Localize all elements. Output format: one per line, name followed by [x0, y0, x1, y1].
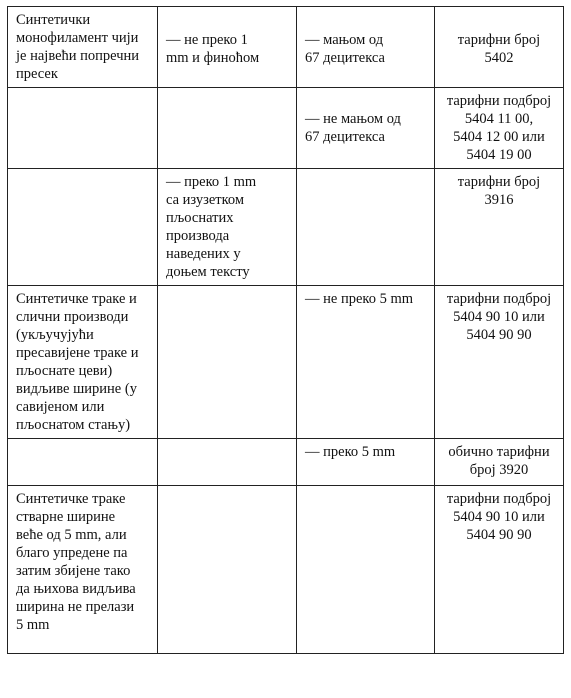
size-cell: [158, 486, 297, 654]
classification-line: 5404 90 10 или: [453, 309, 545, 325]
table-row: [8, 286, 564, 439]
description-cell: [8, 7, 158, 88]
classification-line: 3916: [484, 192, 514, 208]
description-cell: [8, 486, 158, 654]
size-line: mm и финоћом: [166, 50, 260, 66]
description-cell: [8, 286, 158, 439]
classification-cell: [435, 286, 564, 439]
classification-cell: [435, 7, 564, 88]
classification-cell: [435, 169, 564, 286]
fineness-line: — не мањом од: [305, 111, 401, 127]
description-line: савијеном или: [16, 399, 105, 415]
classification-line: 5404 90 90: [466, 527, 532, 543]
description-line: пљоснатом стању): [16, 417, 131, 433]
fineness-cell: [297, 439, 435, 486]
description-line: пресавијене траке и: [16, 345, 139, 361]
description-line: слични производи: [16, 309, 129, 325]
classification-cell: [435, 439, 564, 486]
fineness-line: — преко 5 mm: [305, 444, 396, 460]
classification-line: 5404 12 00 или: [453, 129, 545, 145]
fineness-cell: [297, 286, 435, 439]
description-line: Синтетичке траке и: [16, 291, 137, 307]
table-row: [8, 486, 564, 654]
description-line: је највећи попречни: [16, 48, 140, 64]
size-line: — не преко 1: [166, 32, 248, 48]
classification-line: обично тарифни: [448, 444, 550, 460]
table-row: [8, 169, 564, 286]
classification-line: 5404 19 00: [466, 147, 532, 163]
classification-line: тарифни број: [457, 32, 541, 48]
fineness-line: 67 децитекса: [305, 50, 385, 66]
classification-line: тарифни број: [457, 174, 541, 190]
classification-line: 5402: [484, 50, 514, 66]
fineness-cell: [297, 169, 435, 286]
description-cell: [8, 439, 158, 486]
description-line: да њихова видљива: [16, 581, 136, 597]
description-line: веће од 5 mm, али: [16, 527, 127, 543]
description-line: Синтетички: [16, 12, 91, 28]
description-line: стварне ширине: [16, 509, 116, 525]
classification-line: 5404 90 90: [466, 327, 532, 343]
description-line: благо упредене па: [16, 545, 128, 561]
size-cell: [158, 439, 297, 486]
classification-line: тарифни подброј: [446, 291, 552, 307]
classification-line: 5404 11 00,: [464, 111, 534, 127]
size-line: производа: [166, 228, 230, 244]
size-cell: [158, 7, 297, 88]
size-line: пљоснатих: [166, 210, 234, 226]
table-row: [8, 7, 564, 88]
fineness-line: — не преко 5 mm: [305, 291, 414, 307]
description-line: монофиламент чији: [16, 30, 139, 46]
size-cell: [158, 169, 297, 286]
tariff-classification-table: [7, 6, 564, 654]
fineness-cell: [297, 486, 435, 654]
classification-cell: [435, 486, 564, 654]
fineness-line: 67 децитекса: [305, 129, 385, 145]
description-line: затим збијене тако: [16, 563, 131, 579]
size-line: — преко 1 mm: [166, 174, 257, 190]
size-cell: [158, 88, 297, 169]
fineness-line: — мањом од: [305, 32, 384, 48]
table-row: [8, 439, 564, 486]
description-line: пресек: [16, 66, 58, 82]
size-cell: [158, 286, 297, 439]
description-line: 5 mm: [16, 617, 50, 633]
description-cell: [8, 88, 158, 169]
classification-line: број 3920: [469, 462, 529, 478]
size-line: наведених у: [166, 246, 241, 262]
description-line: видљиве ширине (у: [16, 381, 137, 397]
classification-cell: [435, 88, 564, 169]
fineness-cell: [297, 7, 435, 88]
size-line: са изузетком: [166, 192, 245, 208]
classification-line: тарифни подброј: [446, 93, 552, 109]
description-line: пљоснате цеви): [16, 363, 113, 379]
table-row: [8, 88, 564, 169]
description-line: Синтетичке траке: [16, 491, 126, 507]
size-line: доњем тексту: [166, 264, 250, 280]
classification-line: тарифни подброј: [446, 491, 552, 507]
fineness-cell: [297, 88, 435, 169]
classification-line: 5404 90 10 или: [453, 509, 545, 525]
description-cell: [8, 169, 158, 286]
description-line: (укључујући: [16, 327, 94, 343]
description-line: ширина не прелази: [16, 599, 135, 615]
